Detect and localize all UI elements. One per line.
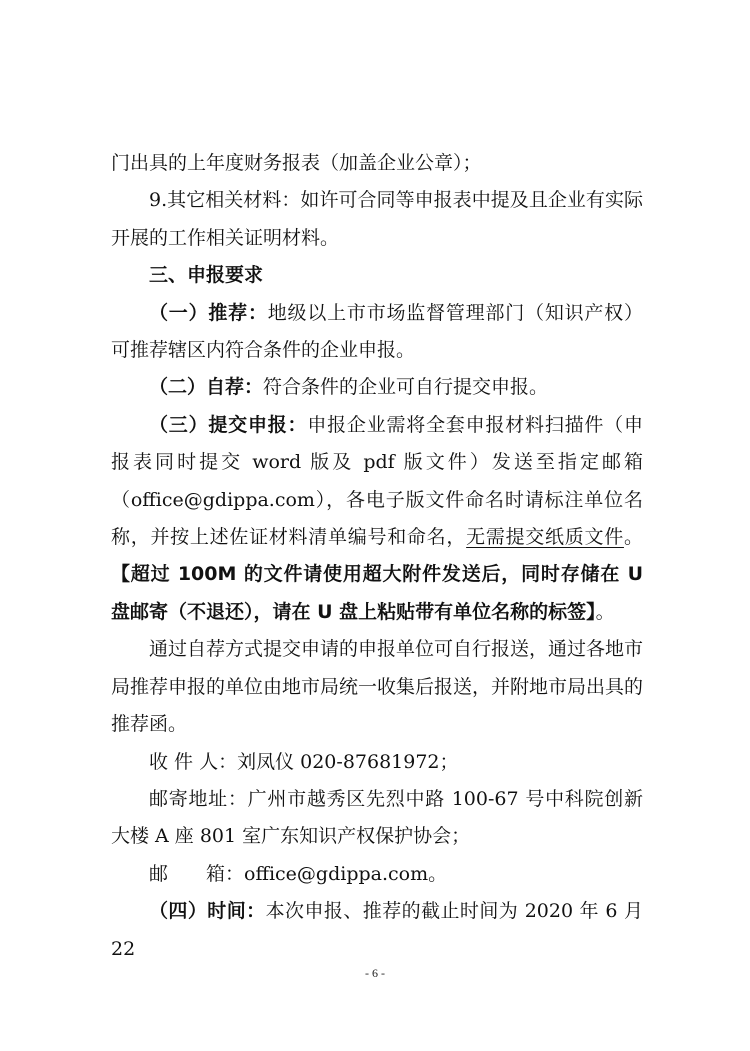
- paragraph-self-recommendation: [111, 369, 643, 406]
- label-recommendation: （一）推荐：: [149, 301, 268, 324]
- label-mailing-address: 邮寄地址：: [149, 787, 248, 810]
- paragraph-financial-statement: 门出具的上年度财务报表（加盖企业公章）；: [111, 152, 482, 174]
- label-email-b: 箱：: [206, 862, 245, 885]
- paragraph-recommendation: [111, 295, 643, 370]
- paragraph-email: [111, 856, 643, 893]
- paragraph-mailing-address: [111, 781, 643, 856]
- value-mailing-address: 广州市越秀区先烈中路 100-67 号中科院创新大楼 A 座 801 室广东知识产权保护协会；: [111, 787, 643, 848]
- label-submission: （三）提交申报：: [149, 413, 308, 436]
- text-recommendation: 地级以上市市场监督管理部门（知识产权）可推荐辖区内符合条件的企业申报。: [111, 301, 643, 362]
- paragraph-recipient: [111, 744, 643, 781]
- text-submission: 申报企业需将全套申报材料扫描件（申报表同时提交 word 版及 pdf 版文件）发送至指定邮箱（office@gdippa.com），各电子版文件命名时请标注单位名称，并按上述佐证材料清单编号和命名，: [111, 413, 643, 549]
- section-heading-requirements: 三、申报要求: [149, 264, 264, 287]
- paragraph-submission: [111, 407, 643, 631]
- label-self-recommendation: （二）自荐：: [149, 376, 264, 399]
- text-self-recommendation: 符合条件的企业可自行提交申报。: [263, 376, 549, 399]
- document-body: [111, 145, 643, 968]
- paragraph-other-materials: 9.其它相关材料：如许可合同等申报表中提及且企业有实际开展的工作相关证明材料。: [111, 189, 643, 249]
- text-submission-period: 。: [623, 526, 643, 549]
- label-email-a: 邮: [149, 862, 169, 885]
- text-deadline: 本次申报、推荐的截止时间为 2020 年 6 月 22: [111, 900, 643, 960]
- value-email: office@gdippa.com。: [244, 862, 448, 885]
- value-recipient: 刘凤仪 020-87681972；: [237, 750, 459, 773]
- text-large-file-note: 【超过 100M 的文件请使用超大附件发送后，同时存储在 U 盘邮寄（不退还），请在 U 盘上粘贴带有单位名称的标签】: [111, 563, 643, 623]
- paragraph-deadline: [111, 893, 643, 968]
- label-deadline: （四）时间：: [149, 900, 266, 923]
- label-recipient: 收 件 人：: [149, 750, 238, 773]
- text-submission-end: 。: [595, 600, 615, 623]
- text-no-paper-files: 无需提交纸质文件: [466, 526, 624, 549]
- paragraph-submit-route: 通过自荐方式提交申请的申报单位可自行报送，通过各地市局推荐申报的单位由地市局统一收集后报送，并附地市局出具的推荐函。: [111, 638, 644, 736]
- page-number: - 6 -: [365, 966, 385, 980]
